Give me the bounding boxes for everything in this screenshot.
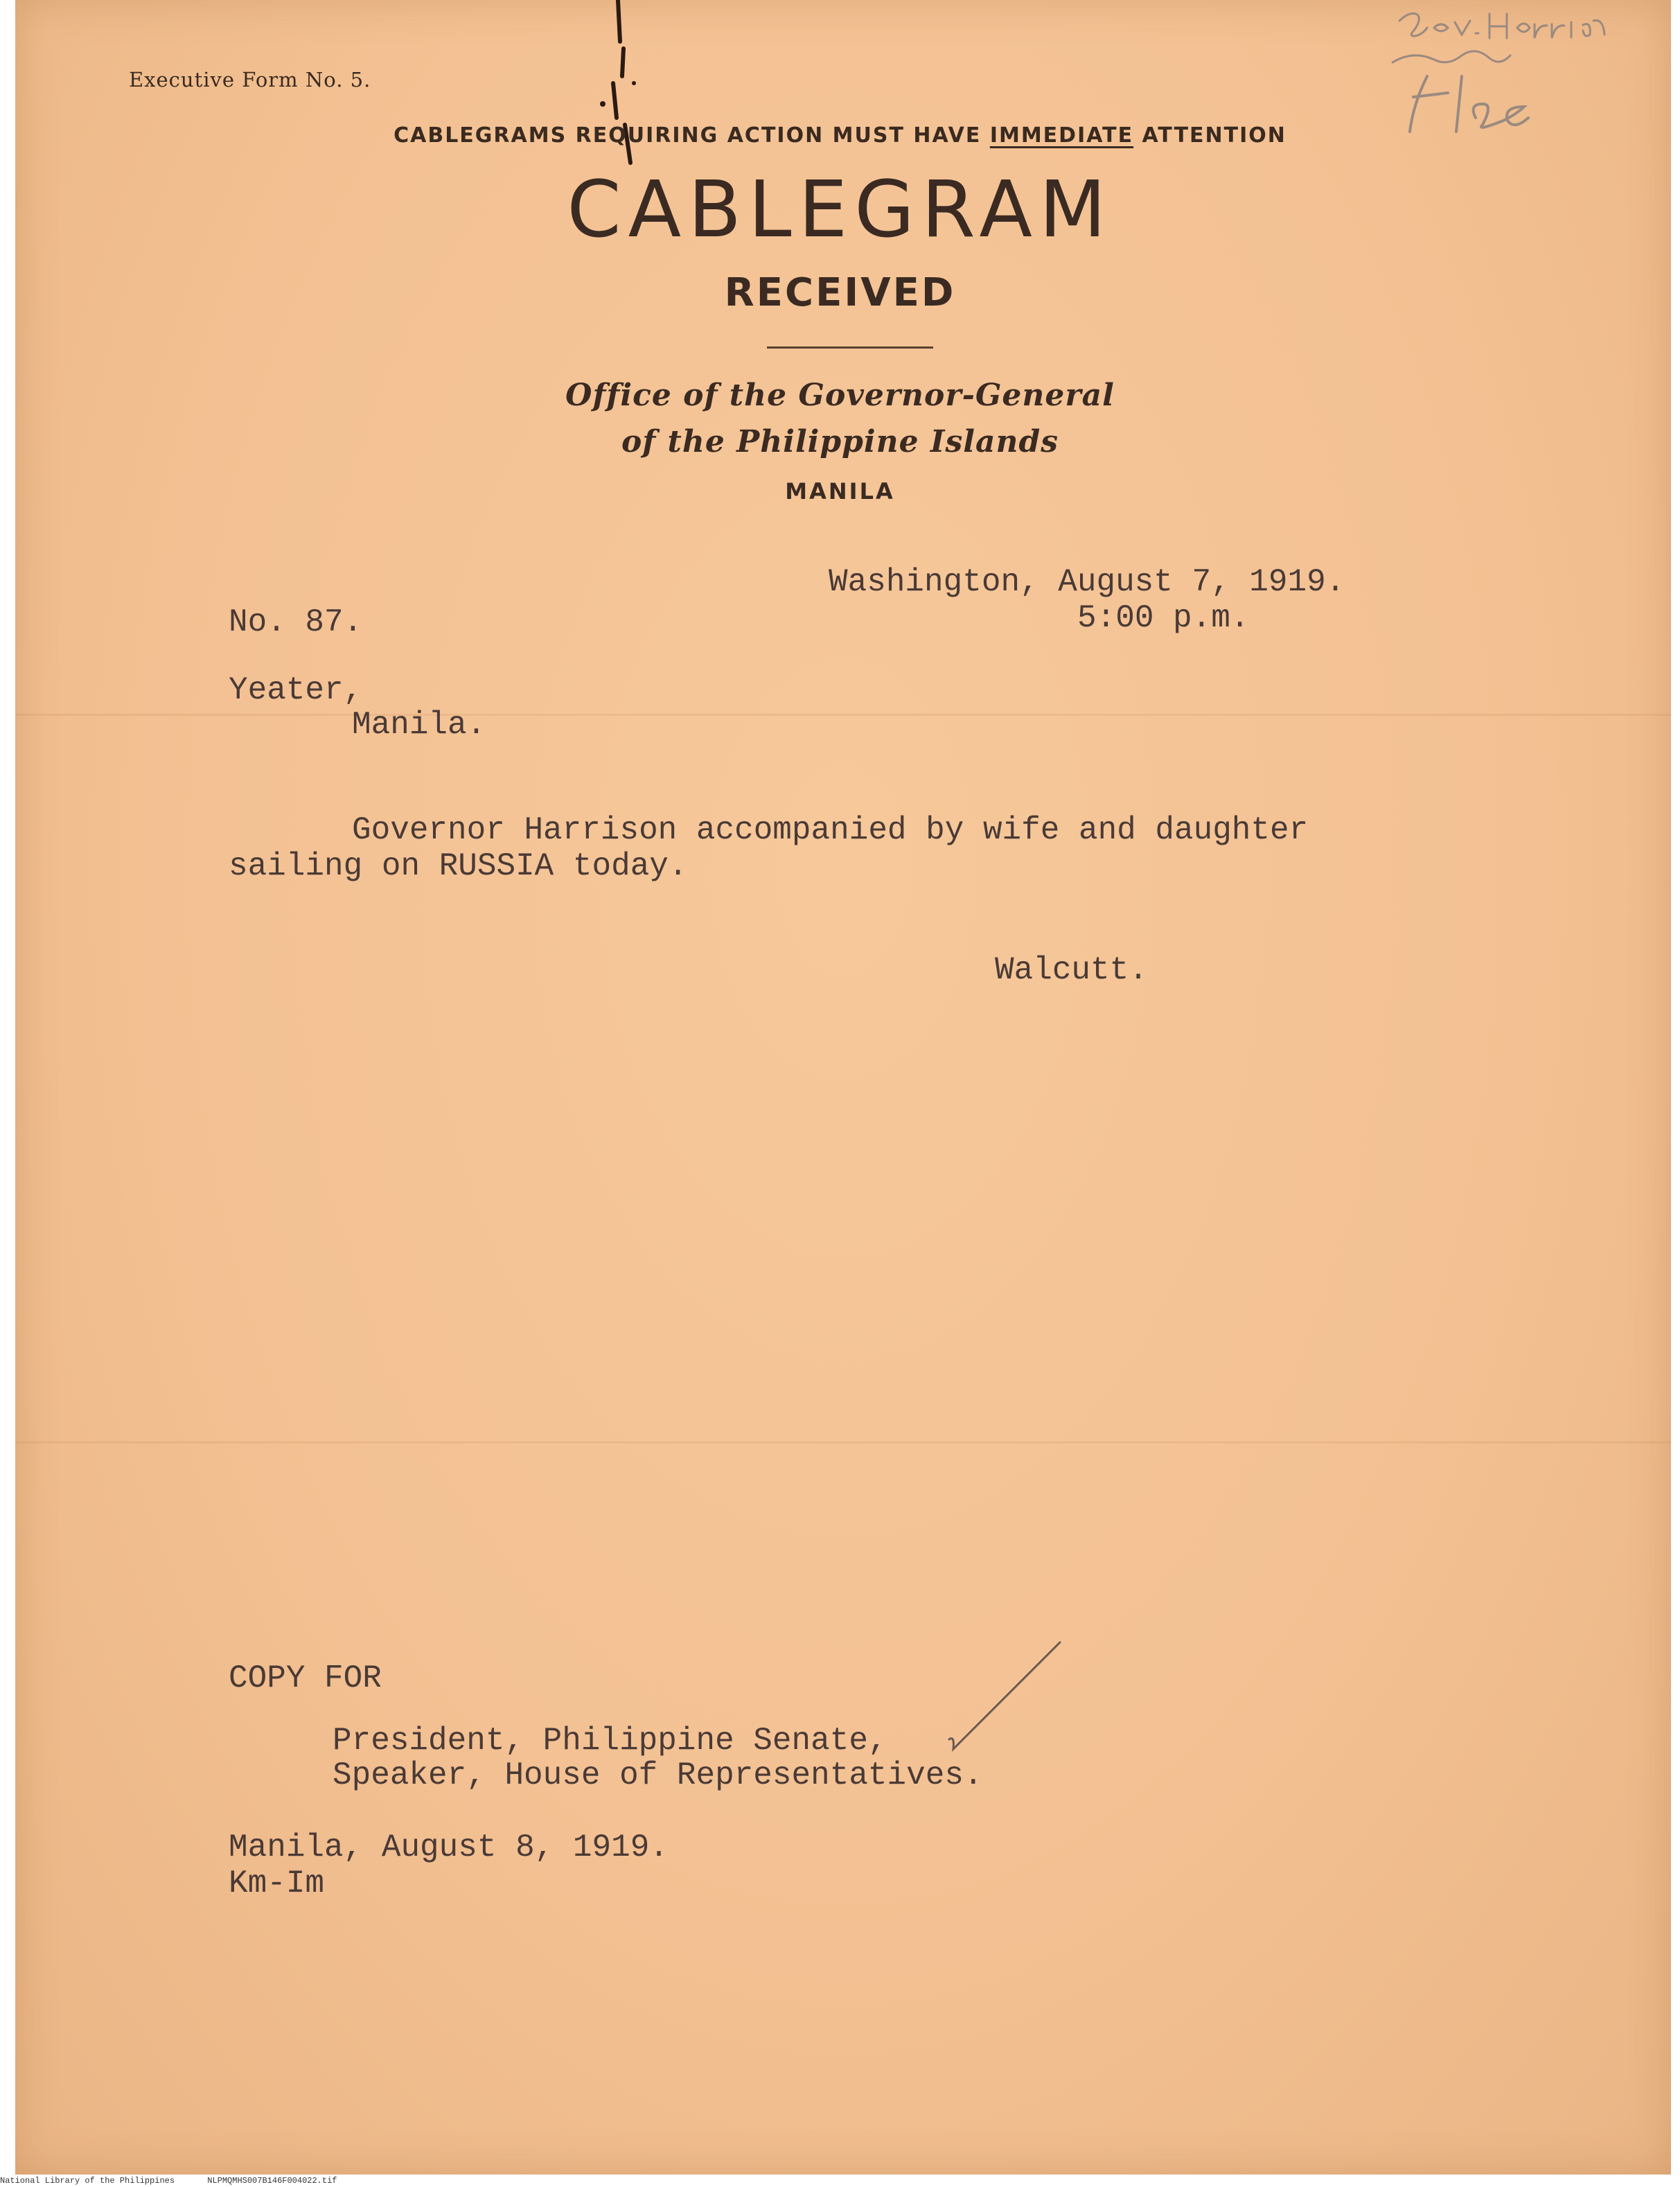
attention-suffix: ATTENTION xyxy=(1142,123,1286,148)
typist-initials: Km-Im xyxy=(229,1865,325,1901)
attention-prefix: CABLEGRAMS REQUIRING ACTION MUST HAVE xyxy=(394,123,982,148)
scan-footer xyxy=(0,2176,364,2186)
message-place-date: Washington, August 7, 1919. xyxy=(829,564,1345,600)
copy-date: Manila, August 8, 1919. xyxy=(229,1829,669,1865)
office-line-2: of the Philippine Islands xyxy=(621,424,1059,459)
pencil-check-mark xyxy=(942,1635,1067,1753)
copy-recipient: Speaker, House of Representatives. xyxy=(333,1757,983,1793)
message-body-line: sailing on RUSSIA today. xyxy=(229,848,688,884)
addressee-city: Manila. xyxy=(352,707,486,743)
title-divider xyxy=(767,346,933,349)
message-time: 5:00 p.m. xyxy=(1077,600,1250,636)
form-number: Executive Form No. 5. xyxy=(129,68,371,91)
copy-recipient: President, Philippine Senate, xyxy=(333,1723,887,1759)
attention-banner xyxy=(0,123,1680,148)
document-title: CABLEGRAM xyxy=(567,165,1113,255)
office-line-1: Office of the Governor-General xyxy=(565,378,1115,413)
footer-library: National Library of the Philippines xyxy=(0,2176,175,2186)
document-subtitle: RECEIVED xyxy=(724,270,956,315)
footer-file-id: NLPMQMHS007B146F004022.tif xyxy=(207,2176,337,2186)
office-city: MANILA xyxy=(785,478,895,504)
addressee-name: Yeater, xyxy=(229,672,363,708)
copy-for-heading: COPY FOR xyxy=(229,1660,382,1696)
handwritten-note xyxy=(1386,7,1635,139)
attention-emphasis: IMMEDIATE xyxy=(989,123,1134,148)
sender-signature: Walcutt. xyxy=(995,952,1148,988)
paper-fold-line xyxy=(15,714,1671,716)
message-number: No. 87. xyxy=(229,604,363,640)
message-body-line: Governor Harrison accompanied by wife and daughter xyxy=(352,812,1309,848)
paper-fold-line xyxy=(15,1441,1671,1443)
